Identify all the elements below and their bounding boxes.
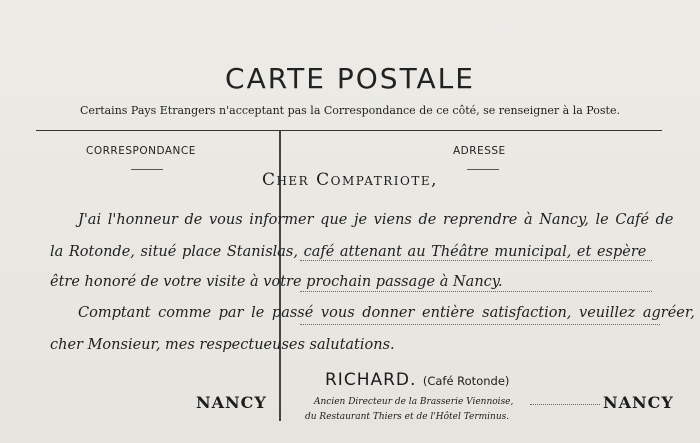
horizontal-divider: [36, 130, 662, 131]
card-subtitle: Certains Pays Etrangers n'acceptant pas la Correspondance de ce côté, se renseigner à la Poste.: [80, 104, 620, 117]
signature-name: [325, 370, 509, 390]
message-line: être honoré de votre visite à votre prochain passage à Nancy.: [50, 274, 503, 290]
city-right: NANCY: [603, 393, 674, 412]
signature-title-line: du Restaurant Thiers et de l'Hôtel Terminus.: [305, 412, 510, 422]
message-line: J'ai l'honneur de vous informer que je viens de reprendre à Nancy, le Café de: [78, 212, 674, 228]
correspondance-label: CORRESPONDANCE: [86, 145, 196, 157]
address-dotted-line: [530, 404, 600, 405]
message-line: la Rotonde, situé place Stanislas, café attenant au Théâtre municipal, et espère: [50, 244, 647, 260]
adresse-label: ADRESSE: [453, 145, 506, 157]
address-dotted-line: [300, 291, 652, 292]
salutation: Cher Compatriote,: [261, 170, 439, 190]
address-dotted-line: [300, 324, 660, 325]
city-left: NANCY: [196, 393, 267, 412]
signature-note: (Café Rotonde): [422, 374, 510, 388]
signature-title-line: Ancien Directeur de la Brasserie Viennoise,: [314, 397, 514, 407]
signature-name-text: RICHARD.: [325, 370, 417, 390]
message-line: Comptant comme par le passé vous donner entière satisfaction, veuillez agréer,: [78, 305, 695, 321]
card-title: CARTE POSTALE: [225, 62, 475, 95]
message-line: cher Monsieur, mes respectueuses salutations.: [50, 337, 395, 353]
address-dotted-line: [300, 260, 652, 261]
